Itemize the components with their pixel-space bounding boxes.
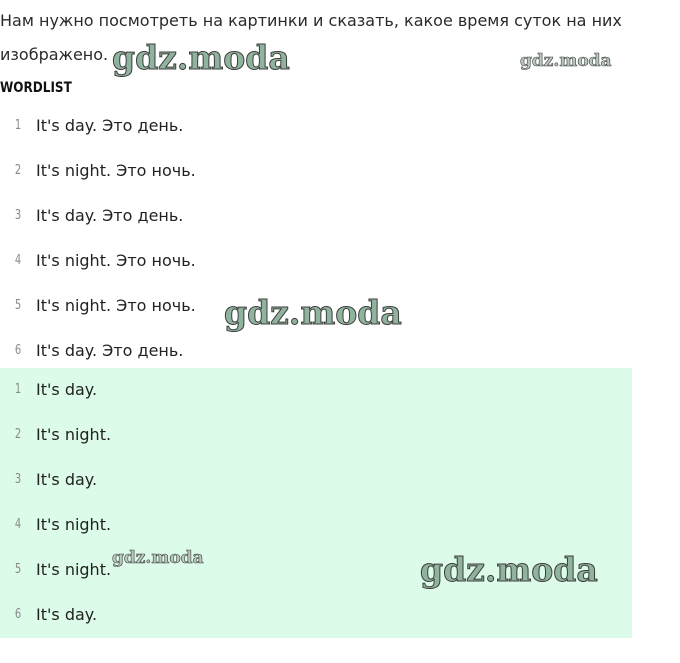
list-item [0,503,632,548]
wordlist-heading: WORDLIST [0,80,72,96]
item-text: It's night. Это ночь. [36,251,196,270]
intro-text: Нам нужно посмотреть на картинки и сказать, какое время суток на них изображено. [0,11,622,64]
list-item [0,104,632,149]
item-number: 2 [14,163,22,178]
watermark: gdz.moda [112,38,290,77]
watermark: gdz.moda [224,293,402,332]
item-text: It's night. [36,425,112,444]
item-number: 2 [14,427,22,442]
item-number: 4 [14,517,22,532]
item-text: It's day. Это день. [36,116,184,135]
list-item [0,413,632,458]
item-text: It's night. Это ночь. [36,296,196,315]
item-number: 1 [14,118,22,133]
item-number: 6 [14,607,22,622]
item-number: 6 [14,343,22,358]
watermark: gdz.moda [420,550,598,589]
list-item [0,593,632,638]
watermark: gdz.moda [520,51,612,71]
list-item [0,284,632,329]
list-item [0,239,632,284]
item-number: 3 [14,208,22,223]
list-item [0,458,632,503]
list-item [0,149,632,194]
item-number: 3 [14,472,22,487]
item-number: 5 [14,298,22,313]
answer-list [0,368,632,638]
item-text: It's night. [36,560,112,579]
item-number: 1 [14,382,22,397]
item-text: It's day. [36,470,98,489]
item-text: It's night. Это ночь. [36,161,196,180]
item-text: It's day. [36,605,98,624]
list-item [0,368,632,413]
list-item [0,548,632,593]
item-text: It's day. Это день. [36,206,184,225]
watermark: gdz.moda [112,548,204,568]
item-number: 5 [14,562,22,577]
item-text: It's night. [36,515,112,534]
item-text: It's day. Это день. [36,341,184,360]
item-text: It's day. [36,380,98,399]
list-item [0,194,632,239]
translation-list [0,104,632,374]
item-number: 4 [14,253,22,268]
